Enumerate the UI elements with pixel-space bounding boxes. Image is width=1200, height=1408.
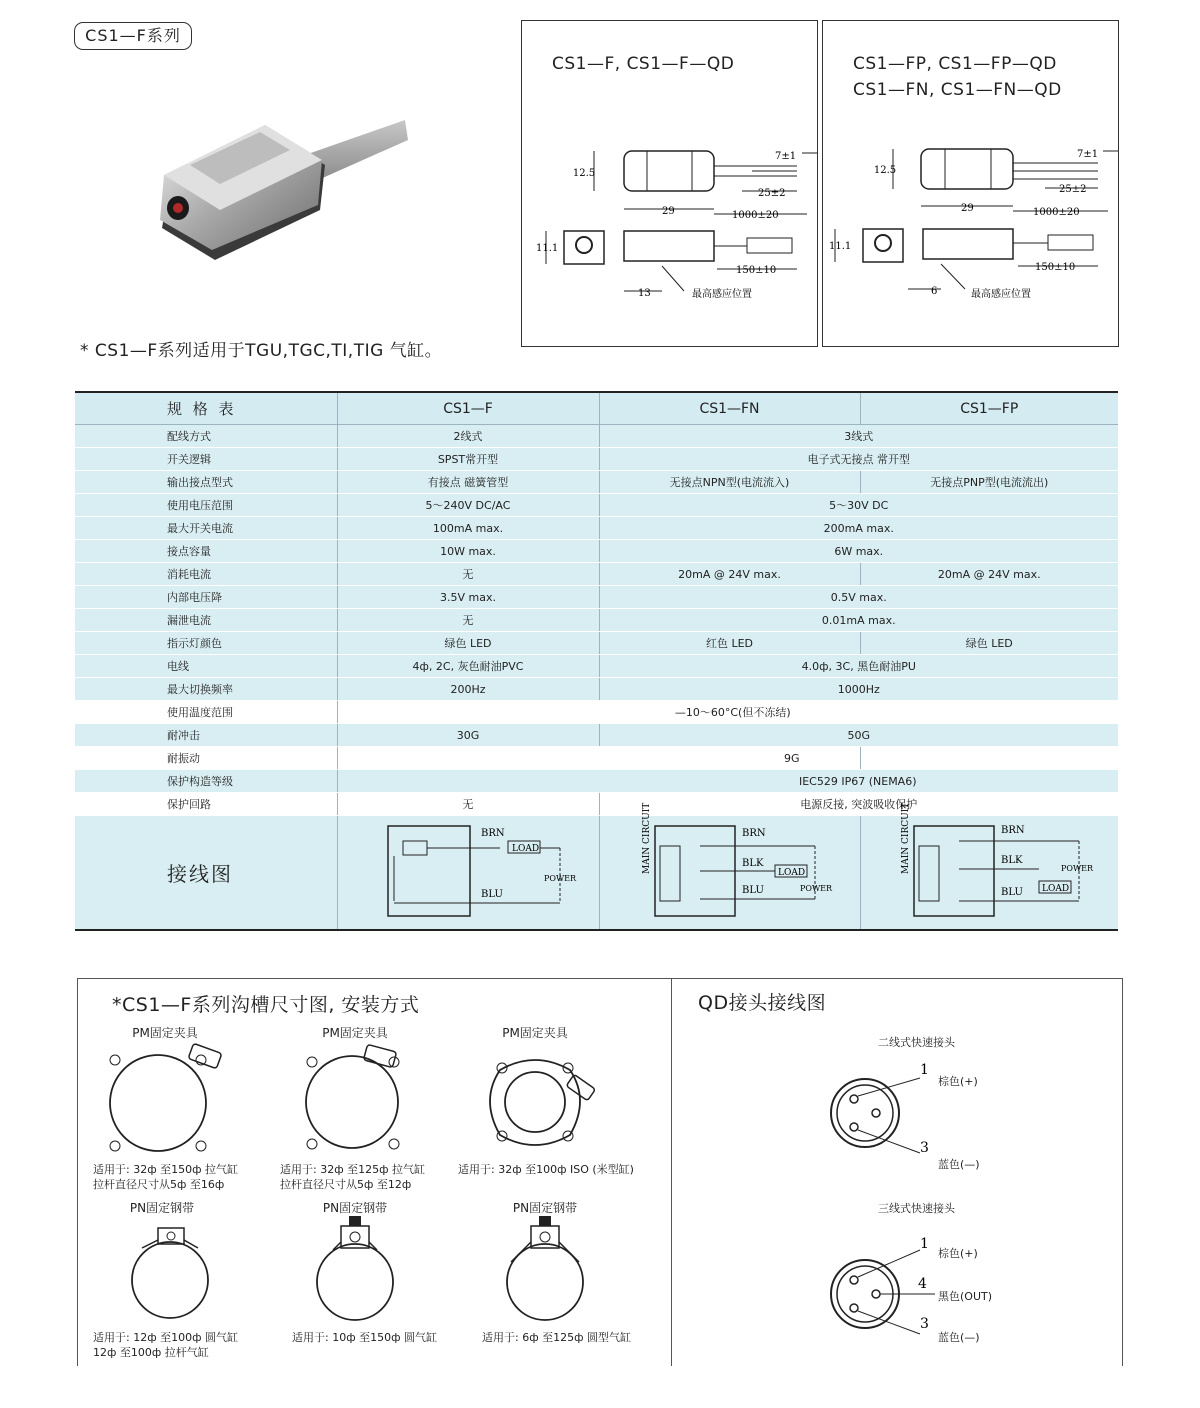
brown-wire-label: 棕色(+) [938, 1075, 978, 1088]
pn-caption-1: PN固定钢带 [129, 1201, 195, 1215]
pn-caption-2: PN固定钢带 [322, 1201, 388, 1215]
dim-strip: 25±2 [758, 188, 786, 199]
row-label: 内部电压降 [75, 586, 337, 609]
svg-text:LOAD: LOAD [1042, 884, 1070, 894]
row-label: 耐冲击 [75, 724, 337, 747]
dim-strip: 25±2 [1059, 184, 1087, 195]
svg-text:BLU: BLU [1001, 887, 1024, 898]
row-label: 接点容量 [75, 540, 337, 563]
dim-qd: 150±10 [736, 265, 777, 276]
pm-caption-2: PM固定夹具 [322, 1026, 388, 1040]
pm-caption-3: PM固定夹具 [502, 1026, 568, 1040]
table-header-label: 规 格 表 [75, 392, 337, 425]
table-row [75, 448, 1118, 471]
cell-fn: 无接点NPN型(电流流入) [599, 471, 860, 494]
cell-fp: 无接点PNP型(电流流出) [860, 471, 1118, 494]
pm-fit-1 [93, 1162, 238, 1192]
cell-fn-fp: 200mA max. [599, 517, 1118, 540]
pm-fit-3 [458, 1162, 634, 1177]
table-row [75, 701, 1118, 724]
table-row [75, 540, 1118, 563]
two-wire-connector-title: 二线式快速接头 [878, 1036, 955, 1049]
cell-fn-fp: 0.01mA max. [599, 609, 1118, 632]
cell-fn-fp: 50G [599, 724, 1118, 747]
table-row [75, 586, 1118, 609]
product-photo [150, 110, 410, 270]
row-label: 耐振动 [75, 747, 337, 770]
black-wire-label: 黑色(OUT) [938, 1290, 993, 1303]
wiring-diagram-cs1-fp [860, 802, 1118, 931]
row-label: 指示灯颜色 [75, 632, 337, 655]
dim-cable: 1000±20 [732, 210, 779, 221]
svg-text:BRN: BRN [741, 828, 766, 839]
svg-text:LOAD: LOAD [512, 844, 540, 854]
pm-caption-1: PM固定夹具 [132, 1026, 198, 1040]
cell-fn: 20mA @ 24V max. [599, 563, 860, 586]
cell-fn-fp: 4.0ф, 3C, 黑色耐油PU [599, 655, 1118, 678]
table-row [75, 770, 1118, 793]
bottom-frame-right [1122, 978, 1123, 1366]
cell-fn-fp: 5～30V DC [599, 494, 1118, 517]
table-row [75, 724, 1118, 747]
svg-text:BLU: BLU [481, 889, 503, 900]
three-wire-connector-title: 三线式快速接头 [878, 1202, 955, 1215]
row-label: 最大切换频率 [75, 678, 337, 701]
wiring-label: 接线图 [75, 816, 337, 931]
blue-wire-label: 蓝色(—) [938, 1158, 980, 1171]
cell-f: 100mA max. [337, 517, 599, 540]
pn-fit-1-line-2: 12ф 至100ф 拉杆气缸 [93, 1346, 209, 1359]
cell-fp: 20mA @ 24V max. [860, 563, 1118, 586]
dim-qd: 150±10 [1035, 262, 1076, 273]
wiring-row [75, 816, 1118, 931]
pm-fit-2-line-2: 拉杆直径尺寸从5ф 至12ф [280, 1178, 412, 1191]
qd-section-title: QD接头接线图 [698, 992, 827, 1014]
cell-f: 绿色 LED [337, 632, 599, 655]
table-header-cs1-fn: CS1—FN [599, 392, 860, 425]
row-label: 漏泄电流 [75, 609, 337, 632]
cell-f: 无 [337, 609, 599, 632]
table-row [75, 655, 1118, 678]
sense-position-label: 最高感应位置 [692, 289, 752, 300]
pm-fit-1-line-2: 拉杆直径尺寸从5ф 至16ф [93, 1178, 225, 1191]
table-header-cs1-fp: CS1—FP [860, 392, 1118, 425]
drawing-title-2: CS1—FN, CS1—FN—QD [853, 80, 1062, 100]
row-label: 消耗电流 [75, 563, 337, 586]
dim-side: 11.1 [829, 241, 852, 252]
table-row [75, 494, 1118, 517]
table-row [75, 517, 1118, 540]
dimension-drawing-cs1-f [521, 20, 818, 347]
table-header-row [75, 392, 1118, 425]
cell-all: —10～60°C(但不冻结) [337, 701, 1118, 724]
spec-table [75, 391, 1118, 931]
table-row [75, 563, 1118, 586]
dim-length: 29 [961, 203, 974, 214]
cell-fn: 红色 LED [599, 632, 860, 655]
sense-position-label: 最高感应位置 [971, 289, 1031, 300]
pn-caption-3: PN固定钢带 [512, 1201, 578, 1215]
svg-text:MAIN CIRCUIT: MAIN CIRCUIT [901, 802, 912, 874]
svg-text:BLK: BLK [741, 858, 763, 869]
table-row [75, 632, 1118, 655]
pn-fit-3 [482, 1330, 631, 1345]
svg-text:POWER: POWER [1061, 864, 1094, 873]
dim-length: 29 [662, 206, 675, 217]
pm-fit-1-line-1: 适用于: 32ф 至150ф 拉气缸 [93, 1163, 238, 1176]
cell-f: 200Hz [337, 678, 599, 701]
drawing-title-1: CS1—FP, CS1—FP—QD [853, 54, 1057, 74]
pm-fixture-drawing-3 [480, 1040, 620, 1158]
row-label: 保护回路 [75, 793, 337, 816]
pm-fit-2 [280, 1162, 425, 1192]
pn-strap-drawing-1 [120, 1218, 220, 1328]
dim-cable: 1000±20 [1033, 207, 1080, 218]
svg-text:LOAD: LOAD [777, 868, 805, 878]
cell-f: 10W max. [337, 540, 599, 563]
cell-fn-fp: 1000Hz [599, 678, 1118, 701]
row-label: 保护构造等级 [75, 770, 337, 793]
series-tag: CS1—F系列 [74, 22, 192, 50]
row-label: 输出接点型式 [75, 471, 337, 494]
wiring-diagram-cs1-fn [599, 802, 860, 931]
cell-all: IEC529 IP67 (NEMA6) [337, 770, 1118, 793]
pn-fit-1-line-1: 适用于: 12ф 至100ф 圆气缸 [93, 1331, 238, 1344]
row-label: 使用电压范围 [75, 494, 337, 517]
pn-fit-3-line-1: 适用于: 6ф 至125ф 圆型气缸 [482, 1331, 631, 1344]
table-row [75, 747, 1118, 770]
pn-strap-drawing-3 [495, 1212, 595, 1328]
dim-height: 12.5 [572, 168, 596, 179]
svg-text:POWER: POWER [799, 884, 832, 893]
dim-offset: 6 [931, 286, 938, 297]
cell-fn-fp: 3线式 [599, 425, 1118, 448]
svg-text:BLK: BLK [1001, 855, 1023, 866]
cell-f: 5～240V DC/AC [337, 494, 599, 517]
table-row [75, 793, 1118, 816]
cell-f: 有接点 磁簧管型 [337, 471, 599, 494]
cell-all: 9G [337, 747, 860, 770]
svg-text:BRN: BRN [481, 828, 505, 839]
bottom-frame-left [77, 978, 78, 1366]
brown-wire-label: 棕色(+) [938, 1247, 978, 1260]
cell-f: 无 [337, 793, 599, 816]
pm-fit-3-line-1: 适用于: 32ф 至100ф ISO (米型缸) [458, 1163, 634, 1176]
pn-fit-2-line-1: 适用于: 10ф 至150ф 圆气缸 [292, 1331, 437, 1344]
cell-fn-fp: 0.5V max. [599, 586, 1118, 609]
cell-fp: 绿色 LED [860, 632, 1118, 655]
cell-f: 30G [337, 724, 599, 747]
drawing-title: CS1—F, CS1—F—QD [552, 54, 735, 74]
dim-offset: 13 [638, 288, 651, 299]
pin-3-label: 3 [920, 1140, 929, 1156]
pn-strap-drawing-2 [305, 1212, 405, 1328]
pn-fit-2 [292, 1330, 437, 1345]
dim-height: 12.5 [873, 165, 897, 176]
table-row [75, 425, 1118, 448]
bottom-divider [671, 978, 672, 1366]
cell-fn-fp: 6W max. [599, 540, 1118, 563]
wiring-diagram-cs1-f [337, 816, 599, 931]
svg-text:BRN: BRN [1001, 825, 1025, 836]
row-label: 开关逻辑 [75, 448, 337, 471]
cell-f: 2线式 [337, 425, 599, 448]
mounting-section-title: *CS1—F系列沟槽尺寸图, 安装方式 [112, 994, 420, 1016]
svg-text:BLU: BLU [741, 885, 764, 896]
svg-text:MAIN CIRCUIT: MAIN CIRCUIT [641, 802, 652, 874]
row-label: 电线 [75, 655, 337, 678]
pm-fixture-drawing-1 [95, 1040, 235, 1158]
cell-fn-fp: 电子式无接点 常开型 [599, 448, 1118, 471]
svg-text:POWER: POWER [544, 874, 577, 883]
table-row [75, 471, 1118, 494]
blue-wire-label: 蓝色(—) [938, 1331, 980, 1344]
cell-fn-fp: 电源反接, 突波吸收保护 [599, 793, 1118, 816]
cell-f: 4ф, 2C, 灰色耐油PVC [337, 655, 599, 678]
pin-1-label: 1 [920, 1236, 929, 1252]
cell-f: 无 [337, 563, 599, 586]
row-label: 配线方式 [75, 425, 337, 448]
pn-fit-1 [93, 1330, 238, 1360]
dim-tip: 7±1 [1077, 149, 1099, 160]
dim-tip: 7±1 [775, 151, 797, 162]
cell-f: SPST常开型 [337, 448, 599, 471]
two-wire-connector-diagram [820, 1058, 1020, 1173]
table-row [75, 678, 1118, 701]
row-label: 最大开关电流 [75, 517, 337, 540]
dim-side: 11.1 [536, 243, 559, 254]
table-header-cs1-f: CS1—F [337, 392, 599, 425]
table-row [75, 609, 1118, 632]
pin-1-label: 1 [920, 1062, 929, 1078]
pin-4-label: 4 [918, 1276, 927, 1292]
pin-3-label: 3 [920, 1316, 929, 1332]
dimension-drawing-cs1-fp-fn [822, 20, 1119, 347]
pm-fixture-drawing-2 [290, 1040, 430, 1158]
row-label: 使用温度范围 [75, 701, 337, 724]
compatibility-note: * CS1—F系列适用于TGU,TGC,TI,TIG 气缸。 [80, 341, 443, 361]
cell-f: 3.5V max. [337, 586, 599, 609]
pm-fit-2-line-1: 适用于: 32ф 至125ф 拉气缸 [280, 1163, 425, 1176]
